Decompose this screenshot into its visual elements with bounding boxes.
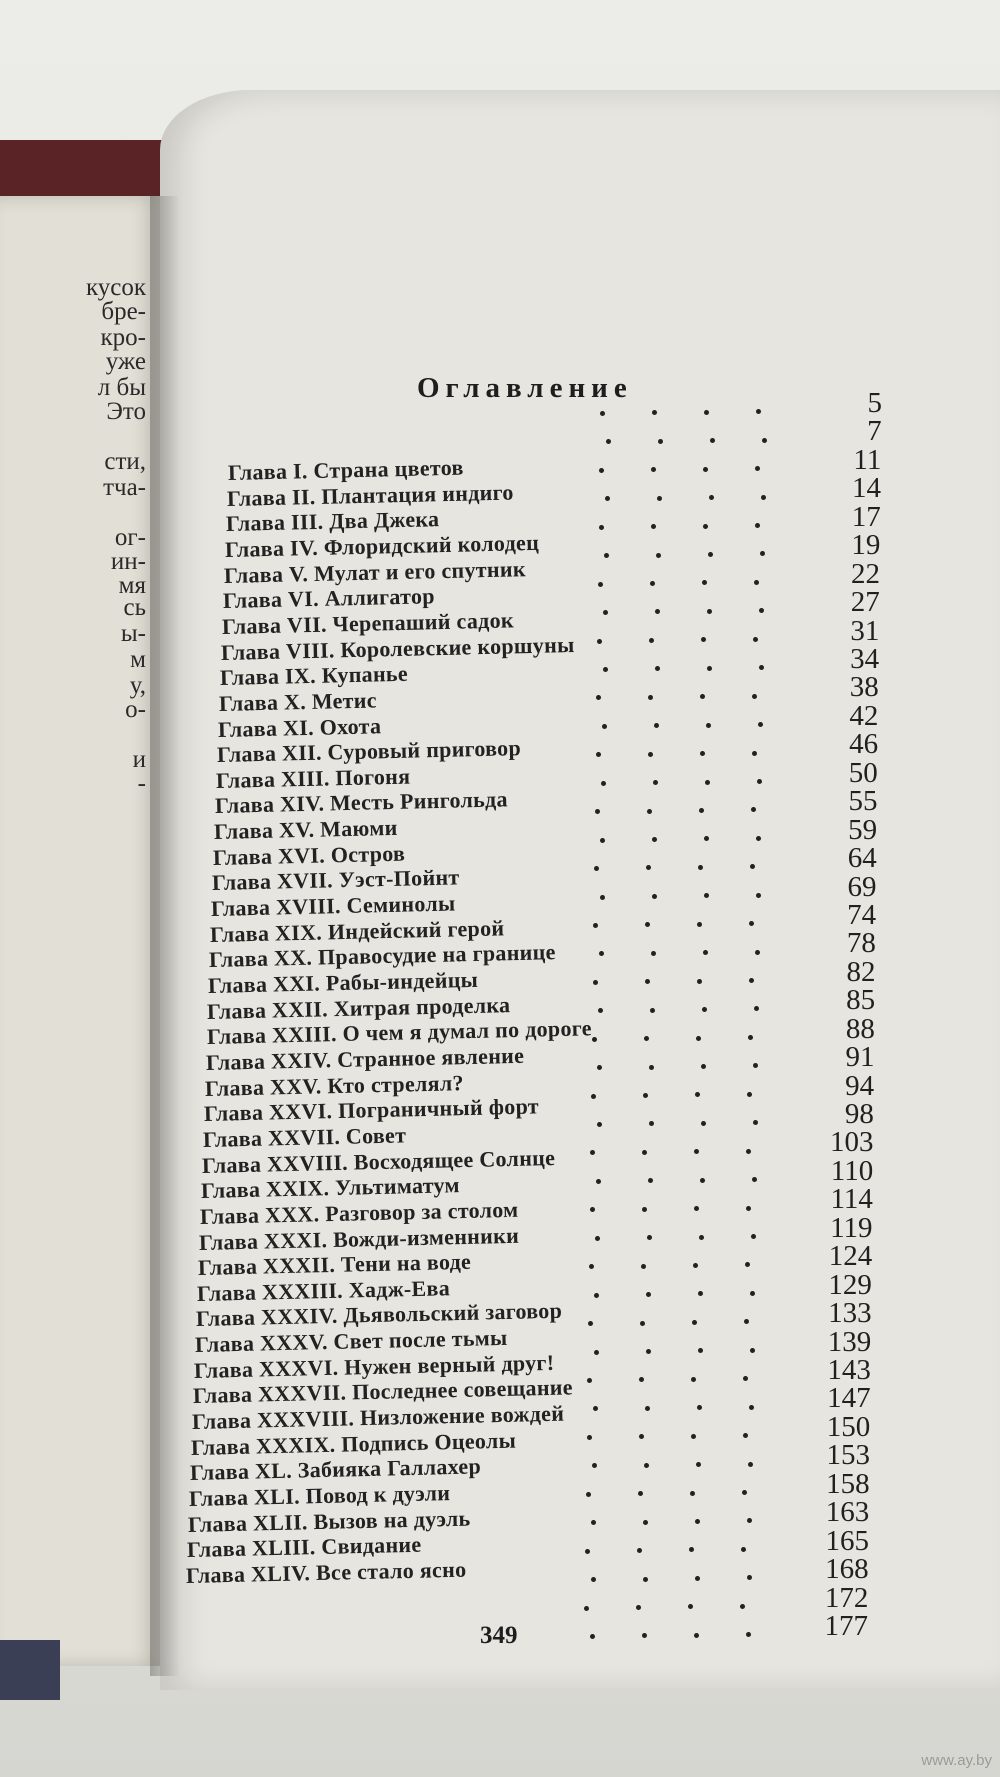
leader-dot [742, 1490, 747, 1495]
leader-dot [748, 1035, 753, 1040]
leader-dot [755, 523, 760, 528]
toc-entry: Глава XXIV. Странное явление [205, 1042, 525, 1075]
toc-page-number: 46 [849, 728, 879, 761]
toc-page-number: 14 [852, 472, 882, 505]
toc-entry: Глава XXXVI. Нужен верный друг! [193, 1349, 555, 1383]
toc-page-number: 38 [849, 671, 879, 704]
leader-dot [591, 1094, 596, 1099]
leader-dot [592, 1037, 597, 1042]
left-page-line: и [132, 746, 146, 773]
toc-page-number: 88 [845, 1012, 875, 1045]
toc-page-number: 82 [846, 955, 876, 988]
left-page-line: кусок [85, 274, 146, 301]
leader-dot [758, 722, 763, 727]
leader-dot [600, 895, 605, 900]
leader-dot [602, 724, 607, 729]
leader-dot [646, 1349, 651, 1354]
toc-page-number: 59 [848, 813, 878, 846]
leader-dot [694, 1206, 699, 1211]
toc-entry: Глава XXXIII. Хадж-Ева [196, 1275, 450, 1306]
toc-entry: Глава III. Два Джека [225, 506, 440, 537]
leader-dot [656, 553, 661, 558]
toc-page-number: 139 [827, 1325, 872, 1358]
toc-page-number: 177 [824, 1610, 868, 1642]
left-page-line: бре- [101, 298, 146, 325]
leader-dot [749, 978, 754, 983]
toc-page-number: 114 [830, 1183, 873, 1216]
toc-page-number: 147 [827, 1382, 871, 1415]
leader-dot [753, 1120, 758, 1125]
toc-page-number: 98 [844, 1098, 874, 1131]
toc-page-number: 94 [845, 1069, 875, 1102]
leader-dot [749, 1405, 754, 1410]
left-page-line: сти, [104, 448, 146, 475]
leader-dot [639, 1434, 644, 1439]
leader-dot [603, 667, 608, 672]
leader-dot [601, 781, 606, 786]
leader-dot [648, 752, 653, 757]
leader-dot [699, 808, 704, 813]
leader-dot [585, 1549, 590, 1554]
toc-entry: Глава XII. Суровый приговор [216, 735, 522, 768]
leader-dot [705, 780, 710, 785]
leader-dot [754, 580, 759, 585]
toc-page-number: 78 [846, 927, 876, 960]
page-number: 349 [480, 1622, 518, 1649]
leader-dot [750, 1348, 755, 1353]
toc-page-number: 42 [849, 699, 879, 732]
toc-entry: Глава XIV. Месть Рингольда [215, 786, 509, 819]
toc-page-number: 74 [847, 898, 877, 931]
toc-entry: Глава XL. Забияка Галлахер [189, 1453, 482, 1486]
toc-page-number: 22 [851, 557, 881, 590]
leader-dot [586, 1492, 591, 1497]
toc-entry: Глава XXVI. Пограничный форт [203, 1093, 539, 1127]
leader-dot [709, 495, 714, 500]
toc-page-number: 124 [828, 1240, 873, 1273]
leader-dot [741, 1547, 746, 1552]
toc-page-number: 129 [828, 1268, 872, 1301]
toc-entry: Глава VIII. Королевские коршуны [220, 631, 575, 665]
toc-entry: Глава X. Метис [218, 687, 378, 716]
left-page-line: мя [118, 572, 146, 599]
toc-entry: Глава XXII. Хитрая проделка [207, 991, 512, 1024]
left-page-line: о- [125, 696, 146, 723]
toc-page-number: 133 [828, 1297, 872, 1330]
toc-entry: Глава XXXVII. Последнее совещание [192, 1374, 573, 1409]
leader-dot [640, 1321, 645, 1326]
leader-dot [692, 1320, 697, 1325]
leader-dot [651, 524, 656, 529]
leader-dot [587, 1435, 592, 1440]
toc-entry: Глава II. Плантация индиго [226, 479, 514, 511]
leader-dot [704, 410, 709, 415]
leader-dot [755, 950, 760, 955]
leader-dot [584, 1606, 589, 1611]
book-cover-bottom [0, 1640, 60, 1700]
leader-dot [695, 1576, 700, 1581]
toc-entry: Глава XXIX. Ультиматум [200, 1172, 460, 1204]
toc-entry: Глава XXXV. Свет после тьмы [194, 1325, 508, 1358]
toc-page-number: 143 [827, 1354, 871, 1387]
toc-page-number: 5 [867, 387, 882, 419]
leader-dot [596, 752, 601, 757]
toc-entry: Глава XVIII. Семинолы [211, 890, 457, 922]
leader-dot [598, 582, 603, 587]
leader-dot [703, 467, 708, 472]
toc-page-number: 119 [830, 1211, 873, 1244]
toc-page-number: 85 [846, 984, 876, 1017]
leader-dot [761, 495, 766, 500]
toc-entry: Глава XXVIII. Восходящее Солнце [201, 1144, 556, 1178]
left-page-line: м [130, 646, 146, 673]
leader-dot [746, 1206, 751, 1211]
toc-page-number: 163 [825, 1496, 870, 1529]
leader-dot [748, 1462, 753, 1467]
toc-entry: Глава XX. Правосудие на границе [209, 939, 557, 973]
leader-dot [649, 638, 654, 643]
toc-entry: Глава XXVII. Совет [202, 1122, 407, 1152]
leader-dot [694, 1633, 699, 1638]
toc-page-number: 168 [825, 1553, 869, 1586]
leader-dot [707, 666, 712, 671]
leader-dot [699, 1235, 704, 1240]
toc-entry: Глава XV. Маюми [214, 814, 399, 845]
leader-dot [644, 1463, 649, 1468]
leader-dot [693, 1263, 698, 1268]
leader-dot [596, 1179, 601, 1184]
leader-dot [704, 893, 709, 898]
leader-dot [597, 639, 602, 644]
left-page [0, 196, 160, 1666]
leader-dot [759, 665, 764, 670]
left-page-line: ог- [114, 524, 146, 551]
leader-dot [691, 1434, 696, 1439]
leader-dot [697, 979, 702, 984]
toc-entry: Глава IX. Купанье [219, 660, 409, 691]
leader-dot [594, 1350, 599, 1355]
leader-dot [700, 1178, 705, 1183]
toc-entry: Глава XXX. Разговор за столом [199, 1196, 519, 1229]
toc-page-number: 31 [850, 614, 880, 647]
leader-dot [703, 524, 708, 529]
toc-entry: Глава XIII. Погоня [215, 763, 411, 793]
leader-dot [658, 439, 663, 444]
left-page-line: л бы [97, 374, 146, 401]
left-page-line: ин- [110, 548, 146, 575]
leader-dot [690, 1491, 695, 1496]
leader-dot [593, 980, 598, 985]
leader-dot [752, 694, 757, 699]
leader-dot [590, 1207, 595, 1212]
left-page-line: кро- [100, 324, 146, 351]
toc-page-number: 64 [847, 842, 877, 875]
toc-page-number: 19 [851, 529, 881, 562]
toc-entry: Глава XXI. Рабы-индейцы [208, 966, 479, 999]
toc-entry: Глава VII. Черепаший садок [221, 607, 515, 639]
left-page-line: ы- [120, 620, 146, 647]
leader-dot [597, 1122, 602, 1127]
toc-entry: Глава XVII. Уэст-Пойнт [212, 864, 461, 896]
leader-dot [647, 809, 652, 814]
toc-entry: Глава XLIII. Свидание [186, 1532, 422, 1563]
toc-page-number: 50 [848, 756, 878, 789]
leader-dot [645, 979, 650, 984]
toc-entry: Глава XLI. Повод к дуэли [188, 1480, 451, 1512]
toc-page-number: 150 [826, 1410, 871, 1443]
left-page-line: у, [129, 672, 146, 699]
toc-page-number: 27 [850, 586, 880, 619]
toc-entry: Глава XI. Охота [217, 712, 382, 742]
toc-entry: Глава V. Мулат и его спутник [223, 555, 527, 588]
leader-dot [743, 1433, 748, 1438]
leader-dot [710, 438, 715, 443]
toc-entry: Глава XXIII. О чем я думал по дороге [206, 1015, 592, 1050]
leader-dot [753, 637, 758, 642]
toc-page-number: 172 [824, 1581, 869, 1614]
left-page-line: тча- [103, 474, 146, 501]
left-page-line: уже [105, 348, 146, 375]
leader-dot [706, 723, 711, 728]
toc-entry: Глава XLIV. Все стало ясно [185, 1556, 467, 1588]
toc-page-number: 69 [847, 870, 877, 903]
leader-dot [696, 1036, 701, 1041]
toc-entry: Глава XXV. Кто стрелял? [204, 1069, 464, 1101]
toc-entry: Глава XXXIV. Дьявольский заговор [195, 1298, 563, 1332]
leader-dot [641, 1264, 646, 1269]
leader-dot [650, 1008, 655, 1013]
leader-dot [590, 1634, 595, 1639]
toc-entry: Глава IV. Флоридский колодец [224, 529, 540, 562]
toc-entry: Глава I. Страна цветов [227, 454, 464, 485]
leader-dot [698, 865, 703, 870]
leader-dot [657, 496, 662, 501]
leader-dot [701, 1121, 706, 1126]
toc-entry: Глава VI. Аллигатор [222, 583, 436, 614]
left-page-line: сь [123, 594, 146, 621]
leader-dot [642, 1207, 647, 1212]
toc-page-number: 7 [867, 415, 882, 448]
leader-dot [600, 411, 605, 416]
toc-page-number: 153 [826, 1439, 870, 1472]
watermark: www.ay.by [921, 1752, 992, 1769]
leader-dot [752, 751, 757, 756]
toc-page-number: 11 [853, 443, 882, 476]
toc-entry: Глава XLII. Вызов на дуэль [187, 1505, 471, 1537]
toc-entry: Глава XVI. Остров [213, 840, 406, 870]
leader-dot [650, 581, 655, 586]
leader-dot [599, 525, 604, 530]
toc-page-number: 110 [830, 1154, 874, 1187]
leader-dot [644, 1036, 649, 1041]
toc-entry: Глава XXXII. Тени на воде [197, 1248, 472, 1281]
toc-page-number: 158 [826, 1467, 870, 1500]
left-page-line: - [137, 770, 146, 797]
leader-dot [651, 951, 656, 956]
toc-page-number: 34 [850, 642, 880, 675]
leader-dot [756, 893, 761, 898]
leader-dot [747, 1092, 752, 1097]
left-page-line: Это [106, 398, 146, 425]
leader-dot [645, 1406, 650, 1411]
leader-dot [591, 1577, 596, 1582]
toc-page-number: 55 [848, 785, 878, 818]
toc-entry: Глава XXXIX. Подпись Оцеолы [190, 1427, 517, 1460]
leader-dot [700, 751, 705, 756]
toc-entry: Глава XXXVIII. Низложение вождей [191, 1400, 565, 1435]
toc-page-number: 91 [845, 1041, 875, 1074]
toc-title: Оглавление [417, 372, 633, 404]
leader-dot [595, 809, 600, 814]
leader-dot [762, 438, 767, 443]
toc-entry: Глава XIX. Индейский герой [210, 915, 506, 947]
leader-dot [643, 1577, 648, 1582]
toc-page-number: 17 [851, 500, 881, 533]
toc-page-number: 165 [825, 1524, 869, 1557]
toc-entry: Глава XXXI. Вожди-изменники [198, 1222, 519, 1255]
spine-shadow [150, 196, 180, 1676]
toc-page-number: 103 [830, 1126, 874, 1159]
leader-dot [652, 894, 657, 899]
